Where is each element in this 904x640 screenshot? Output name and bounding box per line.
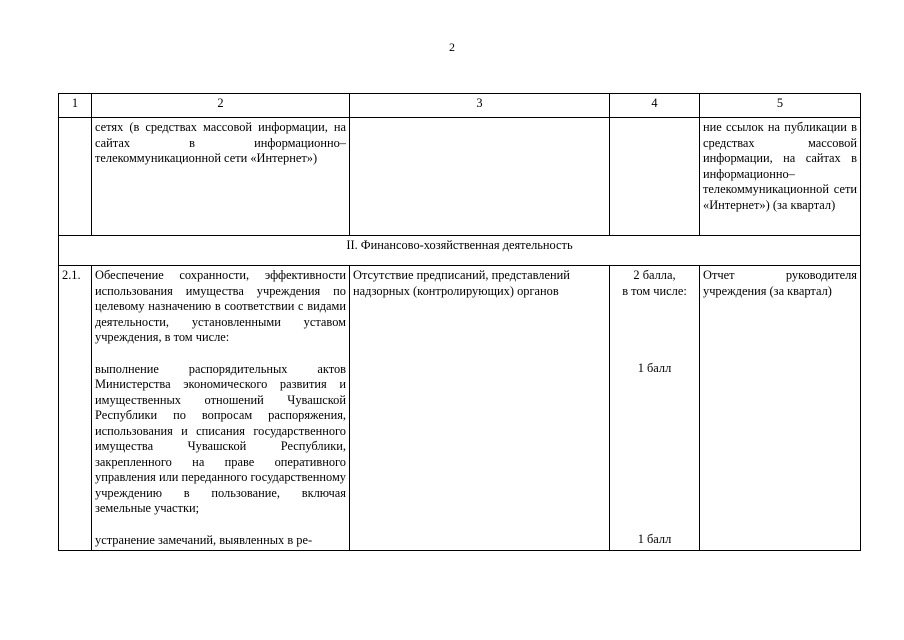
header-col-2: 2 — [92, 94, 350, 118]
row-number: 2.1. — [59, 266, 92, 551]
table-row-2-1 — [59, 266, 861, 551]
score-total-line-1: 2 балла, — [633, 268, 676, 282]
continued-report-cell: ние ссылок на публикации в средствах массовой информации, на сайтах в информационно–телекоммуникационной сети «Интернет») (за квартал) — [700, 118, 861, 236]
score-paragraph-2: 1 балл — [637, 361, 672, 375]
header-col-4: 4 — [610, 94, 700, 118]
header-col-5: 5 — [700, 94, 861, 118]
table-header-row — [59, 94, 861, 118]
indicators-table — [58, 93, 861, 551]
section-title: II. Финансово-хозяйственная деятельность — [59, 236, 861, 266]
continued-num-cell — [59, 118, 92, 236]
criterion-paragraph-3: устранение замечаний, выявленных в ре- — [95, 532, 313, 547]
criterion-paragraph-1: Обеспечение сохранности, эффективности использования имущества учреждения по целевому назначению в соответствии с видами деятельности, установленными уставом учреждения, в том числе: — [95, 268, 346, 344]
row-2-1-score-cell — [610, 266, 700, 551]
row-2-1-indicator-cell: Отсутствие предписаний, представлений надзорных (контролирующих) органов — [350, 266, 610, 551]
section-row — [59, 236, 861, 266]
table-row-continued — [59, 118, 861, 236]
score-paragraph-3: 1 балл — [637, 531, 672, 546]
continued-indicator-cell — [350, 118, 610, 236]
row-2-1-report-cell: Отчет руководителя учреждения (за квартал) — [700, 266, 861, 551]
header-col-3: 3 — [350, 94, 610, 118]
page-number: 2 — [449, 40, 455, 54]
header-col-1: 1 — [59, 94, 92, 118]
continued-criterion-cell: сетях (в средствах массовой информации, на сайтах в информационно–телекоммуникационной сети «Интернет») — [92, 118, 350, 236]
continued-score-cell — [610, 118, 700, 236]
score-total-line-2: в том числе: — [622, 283, 687, 298]
row-2-1-criterion-cell — [92, 266, 350, 551]
criterion-paragraph-2: выполнение распорядительных актов Министерства экономического развития и имущественных отношений Чувашской Республики по вопросам распоряжения, использования и списания государственного имущества Чувашской Республики, закрепленного на праве оперативного управления или переданного государственному учреждению в пользование, включая земельные участки; — [95, 361, 346, 515]
